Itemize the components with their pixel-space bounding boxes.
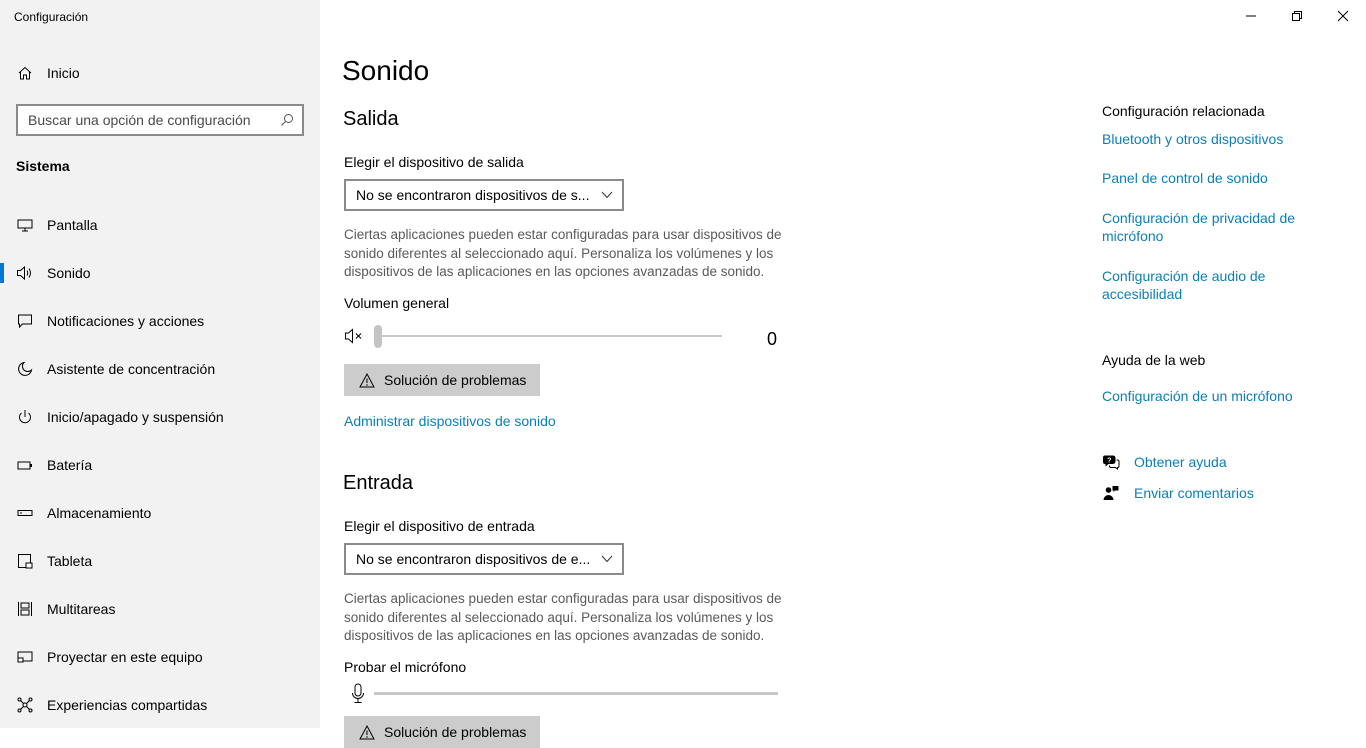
tablet-icon bbox=[16, 552, 34, 570]
sidebar bbox=[0, 0, 320, 728]
restore-icon bbox=[1292, 11, 1302, 21]
volume-value: 0 bbox=[767, 329, 778, 349]
get-help-item[interactable] bbox=[1102, 453, 1227, 471]
send-feedback-item[interactable] bbox=[1102, 484, 1254, 502]
project-icon bbox=[16, 648, 34, 666]
microphone-icon bbox=[350, 683, 366, 705]
sound-control-panel-link[interactable]: Panel de control de sonido bbox=[1102, 170, 1268, 186]
sidebar-nav bbox=[0, 201, 320, 729]
close-button[interactable] bbox=[1320, 0, 1366, 32]
display-icon bbox=[16, 216, 34, 234]
sidebar-item-bateria[interactable] bbox=[0, 441, 320, 489]
sidebar-item-label: Pantalla bbox=[47, 217, 98, 233]
sidebar-item-label: Proyectar en este equipo bbox=[47, 649, 203, 665]
home-nav-item[interactable] bbox=[16, 62, 80, 84]
chevron-down-icon bbox=[592, 191, 622, 199]
input-heading: Entrada bbox=[343, 472, 414, 494]
sidebar-item-inicio-apagado[interactable] bbox=[0, 393, 320, 441]
mute-speaker-icon[interactable] bbox=[344, 326, 366, 346]
sidebar-item-label: Sonido bbox=[47, 265, 91, 281]
mic-setup-link[interactable]: Configuración de un micrófono bbox=[1102, 388, 1293, 404]
sidebar-item-label: Almacenamiento bbox=[47, 505, 152, 521]
notification-icon bbox=[16, 312, 34, 330]
restore-button[interactable] bbox=[1274, 0, 1320, 32]
volume-slider-track[interactable] bbox=[378, 335, 722, 337]
get-help-label: Obtener ayuda bbox=[1134, 454, 1227, 470]
sidebar-item-pantalla[interactable] bbox=[0, 201, 320, 249]
output-troubleshoot-button[interactable] bbox=[344, 364, 540, 396]
send-feedback-label: Enviar comentarios bbox=[1134, 485, 1254, 501]
bluetooth-link[interactable]: Bluetooth y otros dispositivos bbox=[1102, 131, 1284, 147]
troubleshoot-label: Solución de problemas bbox=[384, 724, 527, 740]
sidebar-item-sonido[interactable] bbox=[0, 249, 320, 297]
web-help-heading: Ayuda de la web bbox=[1102, 352, 1206, 368]
moon-icon bbox=[16, 360, 34, 378]
sidebar-item-asistente[interactable] bbox=[0, 345, 320, 393]
sidebar-item-label: Batería bbox=[47, 457, 93, 473]
warning-icon bbox=[358, 371, 376, 389]
sidebar-item-label: Experiencias compartidas bbox=[47, 697, 208, 713]
search-icon[interactable] bbox=[278, 111, 296, 129]
page-title: Sonido bbox=[342, 55, 430, 86]
search-input[interactable] bbox=[16, 104, 304, 136]
sidebar-item-experiencias[interactable] bbox=[0, 681, 320, 729]
svg-text:?: ? bbox=[1107, 457, 1112, 465]
sidebar-item-notificaciones[interactable] bbox=[0, 297, 320, 345]
battery-icon bbox=[16, 456, 34, 474]
speaker-icon bbox=[16, 264, 34, 282]
multitask-icon bbox=[16, 600, 34, 618]
sidebar-item-label: Multitareas bbox=[47, 601, 116, 617]
warning-icon bbox=[358, 723, 376, 741]
app-title: Configuración bbox=[14, 10, 89, 24]
related-heading: Configuración relacionada bbox=[1102, 103, 1265, 119]
sidebar-item-label: Tableta bbox=[47, 553, 93, 569]
mic-test-label: Probar el micrófono bbox=[344, 659, 467, 675]
mic-level-bar bbox=[374, 692, 778, 695]
storage-icon bbox=[16, 504, 34, 522]
accessibility-audio-link[interactable]: Configuración de audio de accesibilidad bbox=[1102, 268, 1266, 302]
feedback-icon bbox=[1102, 484, 1120, 502]
minimize-icon bbox=[1246, 11, 1256, 21]
sidebar-item-tableta[interactable] bbox=[0, 537, 320, 585]
input-device-label: Elegir el dispositivo de entrada bbox=[344, 518, 535, 534]
mic-privacy-link[interactable]: Configuración de privacidad de micrófono bbox=[1102, 210, 1296, 244]
troubleshoot-label: Solución de problemas bbox=[384, 372, 527, 388]
input-troubleshoot-button[interactable] bbox=[344, 716, 540, 748]
volume-slider-row bbox=[344, 324, 784, 348]
output-heading: Salida bbox=[343, 108, 399, 130]
power-icon bbox=[16, 408, 34, 426]
share-icon bbox=[16, 696, 34, 714]
chevron-down-icon bbox=[592, 555, 622, 563]
input-device-dropdown[interactable] bbox=[344, 543, 624, 575]
main-content bbox=[320, 0, 1366, 740]
minimize-button[interactable] bbox=[1228, 0, 1274, 32]
manage-sound-devices-link[interactable]: Administrar dispositivos de sonido bbox=[344, 413, 556, 429]
close-icon bbox=[1338, 11, 1348, 21]
section-title-sistema: Sistema bbox=[16, 158, 70, 174]
sidebar-item-multitareas[interactable] bbox=[0, 585, 320, 633]
help-chat-icon bbox=[1102, 453, 1120, 471]
output-device-label: Elegir el dispositivo de salida bbox=[344, 154, 524, 170]
output-device-value: No se encontraron dispositivos de s... bbox=[356, 187, 590, 203]
mic-level-row bbox=[344, 683, 784, 707]
home-icon bbox=[16, 64, 34, 82]
volume-label: Volumen general bbox=[344, 295, 450, 311]
input-description: Ciertas aplicaciones pueden estar configuradas para usar dispositivos de sonido diferentes al seleccionado aquí. Personaliza los volúmenes y los dispositivos de las aplicaciones en las opciones avanzadas de sonido. bbox=[344, 591, 782, 643]
volume-slider-thumb[interactable] bbox=[374, 325, 382, 348]
sidebar-item-label: Inicio/apagado y suspensión bbox=[47, 409, 224, 425]
sidebar-item-label: Asistente de concentración bbox=[47, 361, 216, 377]
sidebar-item-almacenamiento[interactable] bbox=[0, 489, 320, 537]
home-label: Inicio bbox=[47, 65, 80, 81]
window-controls bbox=[1228, 0, 1366, 32]
sidebar-item-label: Notificaciones y acciones bbox=[47, 313, 205, 329]
search-placeholder: Buscar una opción de configuración bbox=[28, 112, 251, 128]
input-device-value: No se encontraron dispositivos de e... bbox=[356, 551, 591, 567]
output-device-dropdown[interactable] bbox=[344, 179, 624, 211]
output-description: Ciertas aplicaciones pueden estar configuradas para usar dispositivos de sonido diferentes al seleccionado aquí. Personaliza los volúmenes y los dispositivos de las aplicaciones en las opciones avanzadas de sonido. bbox=[344, 227, 782, 279]
sidebar-item-proyectar[interactable] bbox=[0, 633, 320, 681]
